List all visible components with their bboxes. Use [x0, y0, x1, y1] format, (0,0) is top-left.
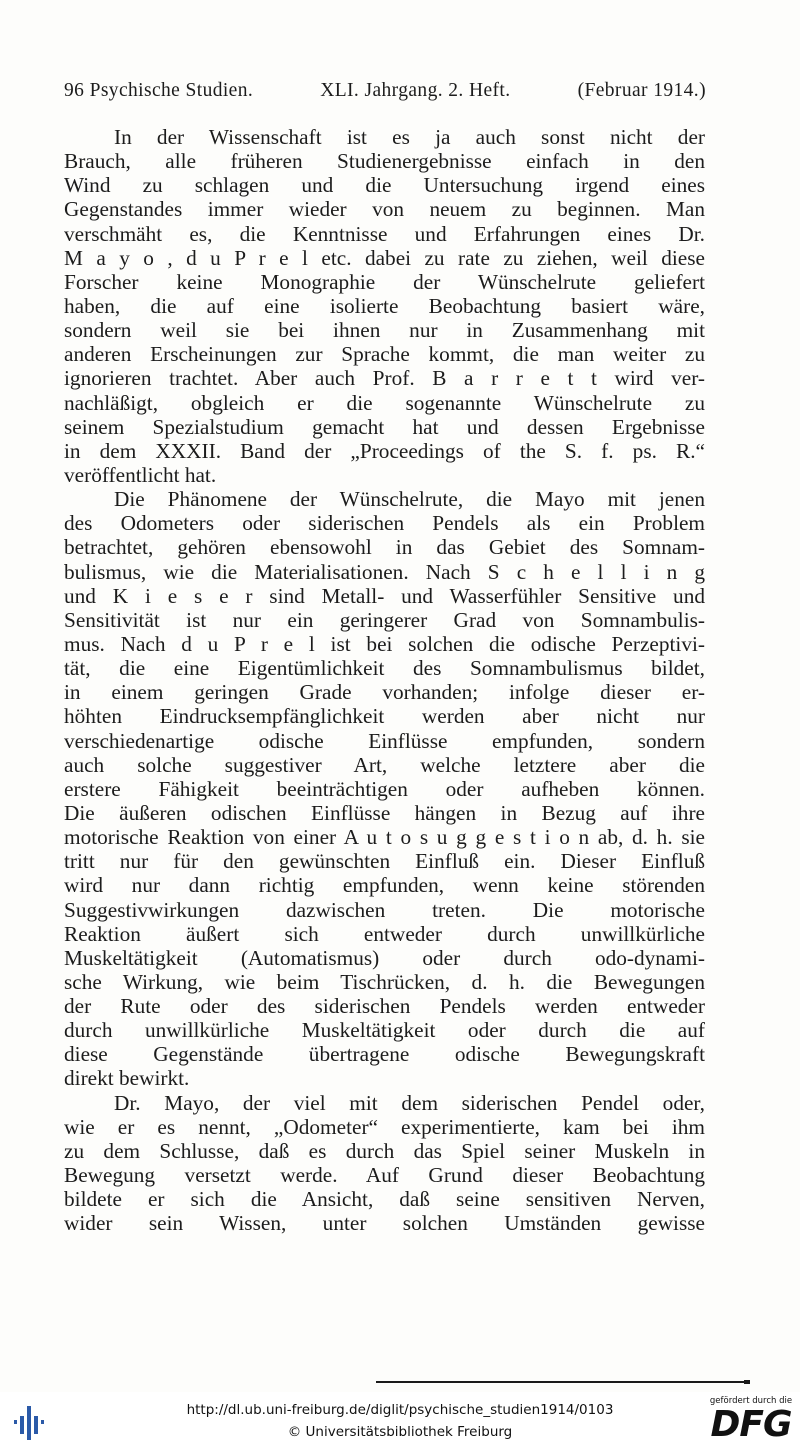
text-line: Bewegung versetzt werde. Auf Grund dieser Beobachtung — [64, 1163, 705, 1188]
text-line: des Odometers oder siderischen Pendels als ein Problem — [64, 511, 705, 536]
text-line: sondern weil sie bei ihnen nur in Zusammenhang mit — [64, 318, 705, 343]
text-line: direkt bewirkt. — [64, 1066, 190, 1091]
text-line: M a y o , d u P r e l etc. dabei zu rate zu ziehen, weil diese — [64, 245, 705, 270]
text-line: Suggestivwirkungen dazwischen treten. Die motorische — [64, 897, 705, 922]
text-line: mus. Nach d u P r e l ist bei solchen die odische Perzeptivi- — [64, 631, 705, 656]
text-line: und K i e s e r sind Metall- und Wasserfühler Sensitive und — [64, 583, 705, 608]
text-line: verschiedenartige odische Einflüsse empfunden, sondern — [64, 728, 705, 753]
header-volume-issue: XLI. Jahrgang. 2. Heft. — [320, 80, 511, 101]
text-line: ignorieren trachtet. Aber auch Prof. B a r r e t t wird ver- — [64, 366, 705, 391]
permalink-url[interactable]: http://dl.ub.uni-freiburg.de/diglit/psychische_studien1914/0103 — [186, 1402, 614, 1418]
header-page-and-journal: 96 Psychische Studien. — [64, 80, 254, 101]
text-line: durch unwillkürliche Muskeltätigkeit oder durch die auf — [64, 1018, 705, 1043]
dfg-funding-caption: gefördert durch die — [709, 1396, 793, 1406]
text-line: Sensitivität ist nur ein geringerer Grad von Somnambulis- — [64, 607, 705, 632]
text-line: In der Wissenschaft ist es ja auch sonst nicht der — [114, 125, 705, 149]
viewer-footer — [0, 1392, 800, 1452]
header-date: (Februar 1914.) — [577, 80, 706, 101]
dfg-logo: DFG — [710, 1404, 792, 1445]
text-line: Muskeltätigkeit (Automatismus) oder durch odo-dynami- — [64, 945, 705, 970]
text-line: Forscher keine Monographie der Wünschelrute geliefert — [64, 269, 705, 294]
text-line: Gegenstandes immer wieder von neuem zu beginnen. Man — [64, 197, 705, 222]
text-line: wie er es nennt, „Odometer“ experimentierte, kam bei ihm — [64, 1114, 705, 1139]
text-line: seinem Spezialstudium gemacht hat und dessen Ergebnisse — [64, 414, 705, 439]
text-line: tritt nur für den gewünschten Einfluß ein. Dieser Einfluß — [64, 849, 705, 874]
copyright-notice: © Universitätsbibliothek Freiburg — [287, 1424, 513, 1440]
text-line: höhten Eindrucksempfänglichkeit werden aber nicht nur — [64, 704, 705, 729]
text-line: wird nur dann richtig empfunden, wenn keine störenden — [64, 873, 705, 898]
text-line: Die äußeren odischen Einflüsse hängen in Bezug auf ihre — [64, 800, 705, 825]
text-line: verschmäht es, die Kenntnisse und Erfahrungen eines Dr. — [64, 221, 705, 246]
text-line: haben, die auf eine isolierte Beobachtung basiert wäre, — [64, 293, 705, 318]
text-line: tät, die eine Eigentümlichkeit des Somnambulismus bildet, — [64, 656, 705, 681]
text-line: bildete er sich die Ansicht, daß seine sensitiven Nerven, — [64, 1187, 705, 1212]
text-line: Die Phänomene der Wünschelrute, die Mayo mit jenen — [114, 487, 705, 512]
text-line: sche Wirkung, wie beim Tischrücken, d. h. die Bewegungen — [64, 969, 705, 994]
text-line: motorische Reaktion von einer A u t o s u g g e s t i o n ab, d. h. sie — [64, 825, 705, 850]
text-line: veröffentlicht hat. — [64, 462, 217, 487]
text-line: betrachtet, gehören ebensowohl in das Gebiet des Somnam- — [64, 535, 705, 560]
page-bottom-rule-end — [744, 1380, 750, 1384]
text-line: diese Gegenstände übertragene odische Bewegungskraft — [64, 1042, 705, 1067]
text-line: Reaktion äußert sich entweder durch unwillkürliche — [64, 921, 705, 946]
text-line: Dr. Mayo, der viel mit dem siderischen Pendel oder, — [114, 1090, 705, 1115]
text-line: wider sein Wissen, unter solchen Umständen gewisse — [64, 1211, 705, 1236]
page-bottom-rule — [376, 1381, 744, 1383]
running-header — [64, 80, 706, 102]
text-line: zu dem Schlusse, daß es durch das Spiel seiner Muskeln in — [64, 1138, 705, 1163]
text-line: in einem geringen Grade vorhanden; infolge dieser er- — [64, 680, 705, 705]
text-line: in dem XXXII. Band der „Proceedings of the S. f. ps. R.“ — [64, 438, 705, 463]
text-line: anderen Erscheinungen zur Sprache kommt, die man weiter zu — [64, 342, 705, 367]
text-line: bulismus, wie die Materialisationen. Nach S c h e l l i n g — [64, 559, 705, 584]
text-line: der Rute oder des siderischen Pendels werden entweder — [64, 994, 705, 1019]
text-line: Wind zu schlagen und die Untersuchung irgend eines — [64, 173, 705, 198]
text-line: Brauch, alle früheren Studienergebnisse einfach in den — [64, 149, 705, 174]
body-text — [64, 125, 705, 1235]
text-line: nachläßigt, obgleich er die sogenannte Wünschelrute zu — [64, 390, 705, 415]
text-line: erstere Fähigkeit beeinträchtigen oder aufheben können. — [64, 776, 705, 801]
text-line: auch solche suggestiver Art, welche letztere aber die — [64, 752, 705, 777]
